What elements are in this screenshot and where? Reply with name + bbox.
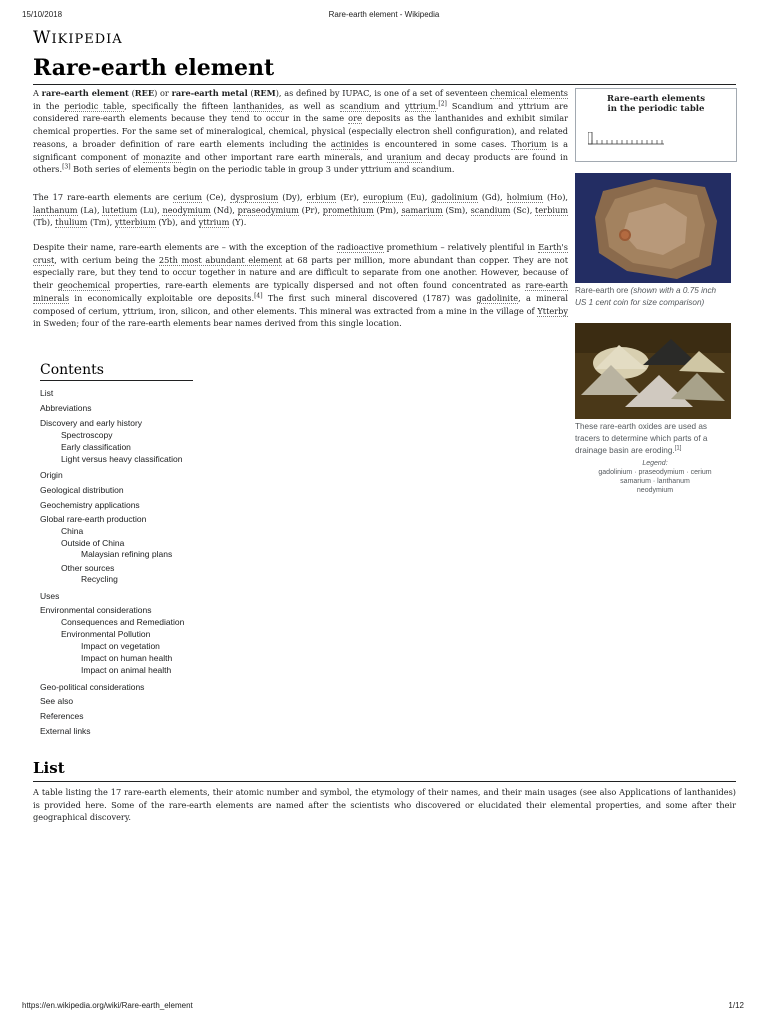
citation-1[interactable]: [1] — [674, 445, 682, 452]
citation-3[interactable]: [3] — [62, 163, 71, 171]
periodic-table-thumbnail[interactable] — [588, 132, 668, 148]
wikipedia-logo[interactable] — [33, 28, 123, 48]
toc-subitem[interactable]: Environmental Pollution — [61, 629, 151, 639]
toc-item[interactable]: Environmental considerations — [40, 605, 152, 615]
toc-subitem[interactable]: Recycling — [81, 574, 118, 584]
element-symbol: (Tb), — [33, 217, 56, 228]
logo-initial: W — [33, 28, 52, 48]
citation-4[interactable]: [4] — [254, 292, 263, 300]
print-date: 15/10/2018 — [22, 10, 63, 19]
toc-item[interactable]: See also — [40, 696, 74, 706]
toc-item[interactable]: Geo-political considerations — [40, 682, 145, 692]
element-symbol: (Tm), — [87, 217, 115, 228]
element-symbol: (Gd), — [477, 192, 507, 202]
oxides-caption: These rare-earth oxides are used as tracers to determine which parts of a drainage basin are eroding.[1] — [575, 422, 708, 455]
rare-earth-ore-image[interactable] — [575, 173, 731, 283]
element-symbol: (Lu), — [137, 204, 163, 215]
link-element-lanthanum[interactable]: lanthanum — [33, 204, 78, 215]
link-ytterby[interactable]: Ytterby — [537, 305, 568, 316]
element-symbol: (Nd), — [210, 204, 238, 215]
link-geochemical[interactable]: geochemical — [57, 280, 110, 291]
toc-subitem[interactable]: Malaysian refining plans — [81, 549, 173, 559]
link-yttrium[interactable]: yttrium — [404, 100, 436, 111]
toc-subitem[interactable]: Other sources — [61, 563, 115, 573]
link-element-scandium[interactable]: scandium — [470, 204, 511, 215]
link-element-lutetium[interactable]: lutetium — [102, 204, 138, 215]
toc-item[interactable]: Geological distribution — [40, 485, 124, 495]
contents-title: Contents — [40, 362, 193, 381]
link-element-neodymium[interactable]: neodymium — [162, 204, 211, 215]
legend-title: Legend: — [642, 460, 668, 467]
element-symbol: (Dy), — [278, 192, 307, 202]
link-element-erbium[interactable]: erbium — [306, 192, 337, 202]
toc-subitem[interactable]: China — [61, 526, 84, 536]
link-earths-crust[interactable]: Earth's crust — [33, 242, 568, 265]
toc-subitem[interactable]: Impact on human health — [81, 653, 173, 663]
link-chemical-elements[interactable]: chemical elements — [490, 88, 569, 98]
link-element-terbium[interactable]: terbium — [535, 204, 568, 215]
link-element-cerium[interactable]: cerium — [173, 192, 203, 202]
ore-caption: Rare-earth ore (shown with a 0.75 inch US 1 cent coin for size comparison) — [575, 286, 717, 307]
link-element-gadolinium[interactable]: gadolinium — [431, 192, 478, 202]
element-symbol: (Y). — [229, 217, 247, 228]
print-url: https://en.wikipedia.org/wiki/Rare-earth_element — [22, 1001, 193, 1010]
element-symbol: (Er), — [336, 192, 364, 202]
legend-line-1: gadolinium · praseodymium · cerium — [598, 469, 712, 476]
page-title: Rare-earth element — [33, 55, 275, 81]
legend-line-2: samarium · lanthanum — [620, 478, 690, 485]
toc-item[interactable]: Uses — [40, 591, 60, 601]
element-symbol: (Sm), — [442, 204, 471, 215]
section-divider — [33, 781, 736, 782]
link-lanthanides[interactable]: lanthanides — [233, 100, 282, 111]
oxide-piles-illustration — [575, 323, 731, 419]
link-element-ytterbium[interactable]: ytterbium — [114, 217, 156, 228]
toc-item[interactable]: Abbreviations — [40, 403, 92, 413]
link-radioactive[interactable]: radioactive — [337, 242, 384, 252]
link-uranium[interactable]: uranium — [386, 151, 422, 162]
toc-item[interactable]: Origin — [40, 470, 63, 480]
logo-rest: IKIPEDIA — [51, 32, 123, 47]
element-symbol: (Eu), — [403, 192, 432, 202]
toc-item[interactable]: References — [40, 711, 84, 721]
link-gadolinite[interactable]: gadolinite — [476, 292, 519, 303]
link-rare-earth-minerals[interactable]: rare-earth minerals — [33, 280, 569, 303]
link-monazite[interactable]: monazite — [142, 151, 181, 162]
ore-rock-illustration — [575, 173, 731, 283]
periodic-table-infobox — [575, 88, 737, 162]
list-section-paragraph: A table listing the 17 rare-earth elements, their atomic number and symbol, the etymology of their names, and their main usages (see also Applications of lanthanides) is provided here. Some of the rare-earth elements are named after the scientists who discovered or elucidated their elemental properties, and some after their geographical discovery. — [33, 787, 736, 823]
link-element-thulium[interactable]: thulium — [55, 217, 88, 228]
intro-paragraph-3: Despite their name, rare-earth elements are – with the exception of the radioactive promethium – relatively plentiful in Earth's crust, with cerium being the 25th most abundant element at 68 parts per million, more abundant than copper. They are not especially rare, but they tend to occur together in nature and are difficult to separate from one another. However, because of their geochemical properties, rare-earth elements are typically dispersed and not often found concentrated as rare-earth minerals in economically exploitable ore deposits.[4] The first such mineral discovered (1787) was gadolinite, a mineral composed of cerium, yttrium, iron, silicon, and other elements. This mineral was extracted from a mine in the village of Ytterby in Sweden; four of the rare-earth elements bear names derived from this single location. — [33, 242, 569, 329]
toc-subitem[interactable]: Impact on animal health — [81, 665, 172, 675]
toc-subitem[interactable]: Spectroscopy — [61, 430, 113, 440]
toc-item[interactable]: Geochemistry applications — [40, 500, 140, 510]
link-element-yttrium[interactable]: yttrium — [198, 217, 230, 228]
toc-item[interactable]: Global rare-earth production — [40, 514, 147, 524]
link-element-dysprosium[interactable]: dysprosium — [230, 192, 279, 202]
link-actinides[interactable]: actinides — [330, 138, 369, 149]
link-element-europium[interactable]: europium — [363, 192, 404, 202]
print-doc-title: Rare-earth element - Wikipedia — [328, 10, 440, 19]
element-symbol: (Pm), — [373, 204, 402, 215]
element-symbol: (Ho), — [542, 192, 569, 202]
toc-subitem[interactable]: Consequences and Remediation — [61, 617, 185, 627]
link-ore[interactable]: ore — [348, 113, 362, 124]
toc-subitem[interactable]: Early classification — [61, 442, 131, 452]
oxides-legend — [575, 459, 735, 495]
element-symbol: (Ce), — [202, 192, 231, 202]
element-symbol: (La), — [77, 204, 103, 215]
infobox-title: Rare-earth elements in the periodic table — [607, 94, 705, 114]
intro-paragraph-1: A rare-earth element (REE) or rare-earth metal (REM), as defined by IUPAC, is one of a set of seventeen chemical elements in the periodic table, specifically the fifteen lanthanides, as well as scandium and yttrium.[2] Scandium and yttrium are considered rare-earth elements because they tend to occur in the same ore deposits as the lanthanides and exhibit similar chemical properties. For the same set of mineralogical, chemical, physical (especially electron shell configuration), and related reasons, a broader definition of rare earth elements including the actinides is encountered in some cases. Thorium is a significant component of monazite and other important rare earth minerals, and uranium and decay products are found in others.[3] Both series of elements begin on the periodic table in group 3 under yttrium and scandium. — [33, 88, 569, 175]
link-element-holmium[interactable]: holmium — [506, 192, 543, 202]
link-element-promethium[interactable]: promethium — [322, 204, 374, 215]
link-periodic-table[interactable]: periodic table — [64, 100, 125, 111]
section-heading-list: List — [33, 759, 65, 777]
intro-paragraph-2: The 17 rare-earth elements are cerium (Ce), dysprosium (Dy), erbium (Er), europium (Eu), gadolinium (Gd), holmium (Ho), lanthanum (La), lutetium (Lu), neodymium (Nd), praseodymium (Pr), promethium (Pm), samarium (Sm), scandium (Sc), terbium (Tb), thulium (Tm), ytterbium (Yb), and yttrium (Y). — [33, 192, 569, 228]
element-symbol: (Pr), — [298, 204, 323, 215]
legend-line-3: neodymium — [636, 487, 674, 494]
toc-subitem[interactable]: Outside of China — [61, 538, 125, 548]
toc-subitem[interactable]: Impact on vegetation — [81, 641, 160, 651]
title-divider — [33, 84, 736, 85]
element-symbol: (Yb), and — [155, 217, 199, 228]
table-of-contents — [40, 362, 193, 381]
link-abundance[interactable]: 25th most abundant element — [158, 254, 282, 265]
link-scandium[interactable]: scandium — [339, 100, 380, 111]
rare-earth-oxides-image[interactable] — [575, 323, 731, 419]
citation-2[interactable]: [2] — [438, 99, 447, 107]
element-symbol: (Sc), — [510, 204, 536, 215]
toc-item[interactable]: Discovery and early history — [40, 418, 143, 428]
toc-item[interactable]: List — [40, 388, 54, 398]
link-element-praseodymium[interactable]: praseodymium — [237, 204, 299, 215]
link-element-samarium[interactable]: samarium — [401, 204, 443, 215]
link-thorium[interactable]: Thorium — [511, 138, 547, 149]
print-page-number: 1/12 — [728, 1001, 744, 1010]
toc-subitem[interactable]: Light versus heavy classification — [61, 454, 183, 464]
toc-item[interactable]: External links — [40, 726, 91, 736]
